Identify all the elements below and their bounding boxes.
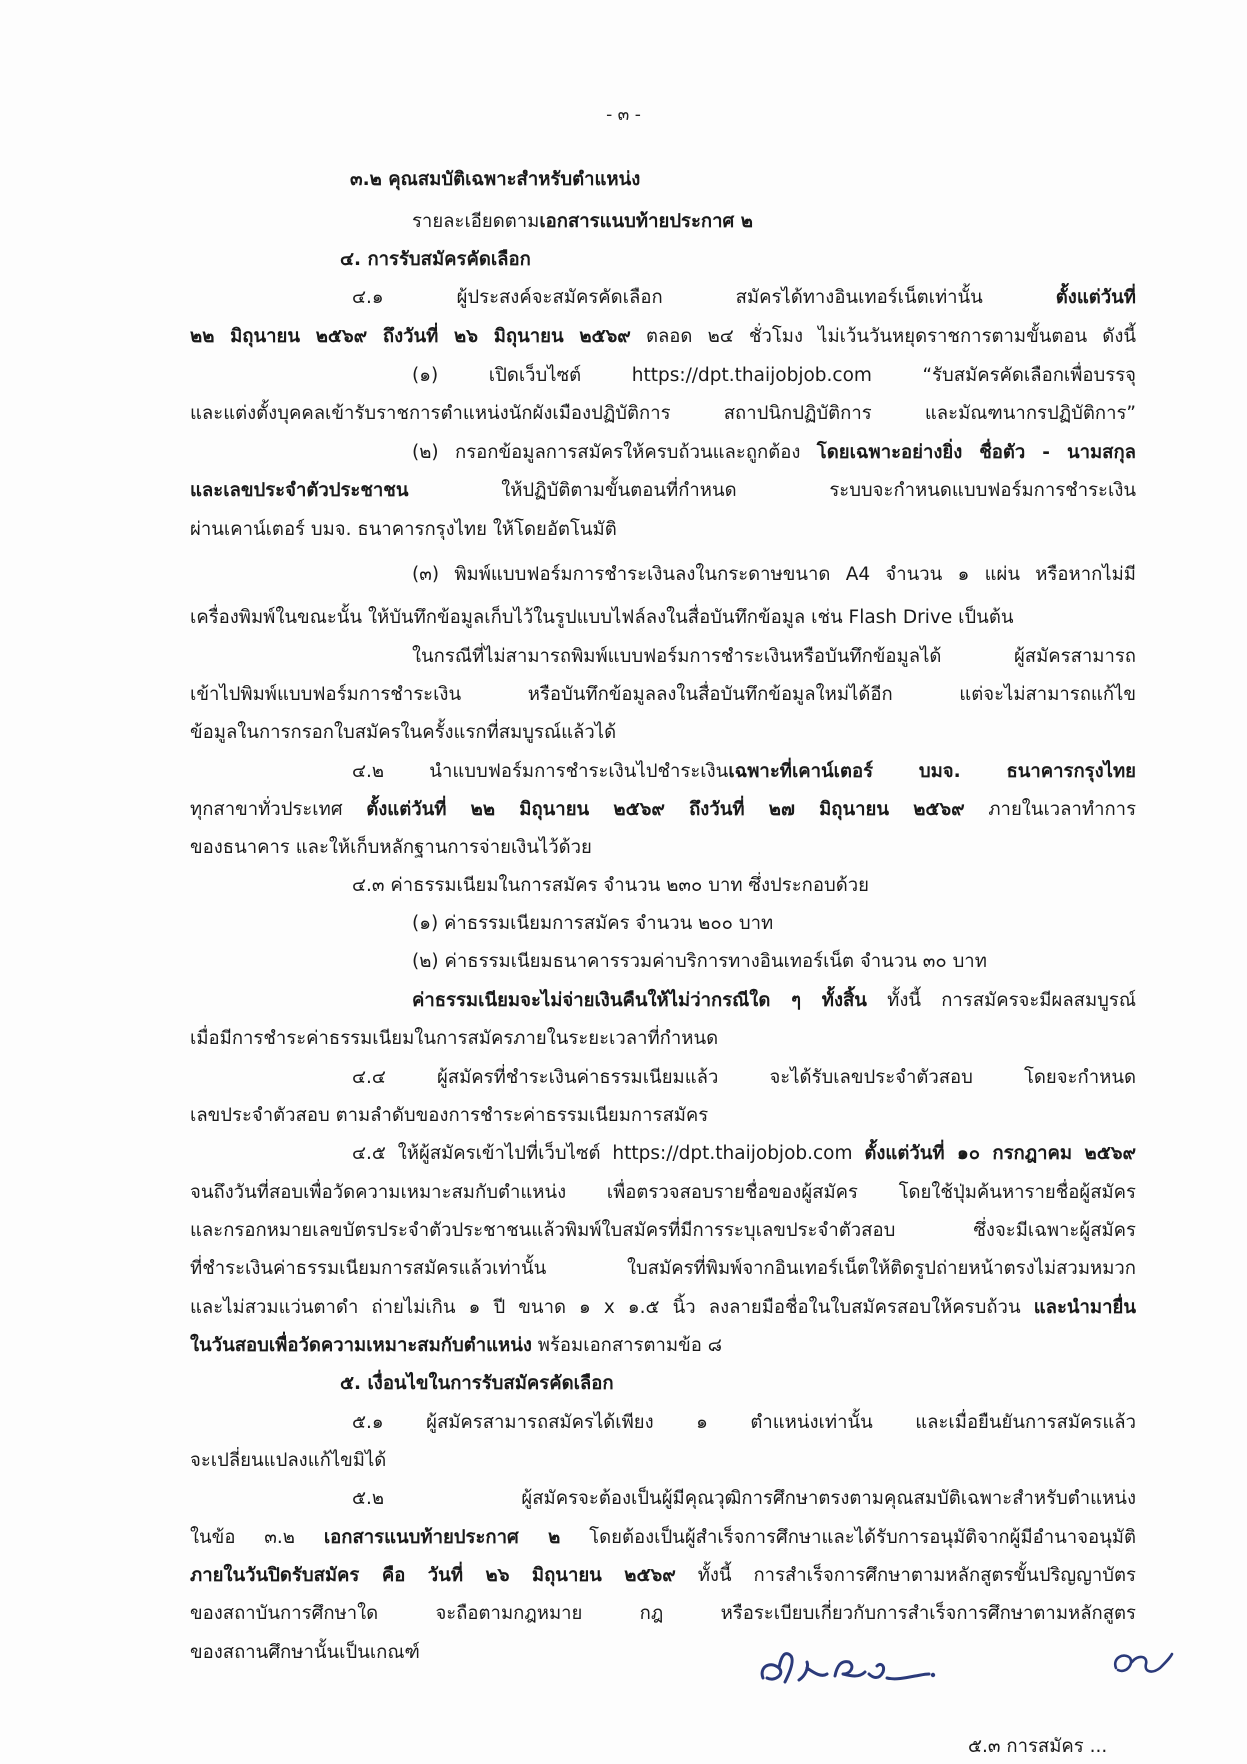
text-line-l39: [190, 1641, 530, 1665]
text-line-l14: [190, 683, 1136, 707]
text-segment: ๔.๑ ผู้ประสงค์จะสมัครคัดเลือก สมัครได้ทางอินเทอร์เน็ตเท่านั้น: [352, 287, 1056, 308]
bold-text-segment: ตั้งแต่วันที่ ๒๒ มิถุนายน ๒๕๖๙ ถึงวันที่ ๒๗ มิถุนายน ๒๕๖๙: [366, 799, 965, 820]
text-segment: ทั้งนี้ การสำเร็จการศึกษาตามหลักสูตรขั้นปริญญาบัตร: [675, 1565, 1136, 1586]
bold-text-segment: ภายในวันปิดรับสมัคร คือ วันที่ ๒๖ มิถุนายน ๒๕๖๙: [190, 1565, 676, 1586]
text-segment: เลขประจำตัวสอบ ตามลำดับของการชำระค่าธรรมเนียมการสมัคร: [190, 1105, 709, 1126]
text-segment: เมื่อมีการชำระค่าธรรมเนียมในการสมัครภายในระยะเวลาที่กำหนด: [190, 1028, 719, 1049]
text-line-l32: [340, 1372, 760, 1396]
text-segment: ๔.๔ ผู้สมัครที่ชำระเงินค่าธรรมเนียมแล้ว จะได้รับเลขประจำตัวสอบ โดยจะกำหนด: [352, 1067, 1136, 1088]
text-line-l01: [350, 168, 770, 192]
text-line-l29: [190, 1257, 1136, 1281]
bold-text-segment: เอกสารแนบท้ายประกาศ ๒: [323, 1527, 561, 1548]
text-segment: ๕.๒ ผู้สมัครจะต้องเป็นผู้มีคุณวุฒิการศึกษาตรงตามคุณสมบัติเฉพาะสำหรับตำแหน่ง: [352, 1488, 1136, 1509]
text-line-l18: [190, 836, 710, 860]
text-segment: และกรอกหมายเลขบัตรประจำตัวประชาชนแล้วพิมพ์ใบสมัครที่มีการระบุเลขประจำตัวสอบ ซึ่งจะมีเฉพาะผู้สมัคร: [190, 1220, 1136, 1241]
text-line-l28: [190, 1219, 1136, 1243]
text-line-l23: [190, 1027, 810, 1051]
text-segment: ทุกสาขาทั่วประเทศ: [190, 799, 367, 820]
text-line-l21: [412, 950, 1032, 974]
text-segment: ในกรณีที่ไม่สามารถพิมพ์แบบฟอร์มการชำระเงินหรือบันทึกข้อมูลได้ ผู้สมัครสามารถ: [412, 646, 1136, 667]
text-segment: ผ่านเคาน์เตอร์ บมจ. ธนาคารกรุงไทย ให้โดยอัตโนมัติ: [190, 519, 617, 540]
text-line-l06: [412, 364, 1136, 388]
text-line-l16: [352, 760, 1136, 784]
text-segment: ทั้งนี้ การสมัครจะมีผลสมบูรณ์: [866, 990, 1136, 1011]
text-line-l12: [190, 606, 1070, 630]
text-segment: ภายในเวลาทำการ: [964, 799, 1137, 820]
text-line-l02: [412, 210, 912, 234]
text-line-l19: [352, 874, 952, 898]
continuation-note: ๕.๓ การสมัคร ...: [968, 1736, 1108, 1757]
text-segment: และไม่สวมแว่นตาดำ ถ่ายไม่เกิน ๑ ปี ขนาด ๑ x ๑.๕ นิ้ว ลงลายมือชื่อในใบสมัครสอบให้ครบถ้วน: [190, 1297, 1034, 1318]
text-segment: (๑) ค่าธรรมเนียมการสมัคร จำนวน ๒๐๐ บาท: [412, 913, 774, 934]
text-line-l03: [340, 248, 740, 272]
text-segment: ๕.๑ ผู้สมัครสามารถสมัครได้เพียง ๑ ตำแหน่งเท่านั้น และเมื่อยืนยันการสมัครแล้ว: [352, 1412, 1136, 1433]
bold-text-segment: เฉพาะที่เคาน์เตอร์ บมจ. ธนาคารกรุงไทย: [728, 761, 1136, 782]
text-segment: ของธนาคาร และให้เก็บหลักฐานการจ่ายเงินไว้ด้วย: [190, 837, 592, 858]
text-line-l33: [352, 1411, 1136, 1435]
text-segment: เครื่องพิมพ์ในขณะนั้น ให้บันทึกข้อมูลเก็บไว้ในรูปแบบไฟล์ลงในสื่อบันทึกข้อมูล เช่น Flash Drive เป็นต้น: [190, 607, 1014, 628]
bold-text-segment: ตั้งแต่วันที่: [1055, 287, 1136, 308]
text-line-l09: [190, 479, 1136, 503]
text-line-l25: [190, 1104, 810, 1128]
text-line-l24: [352, 1066, 1136, 1090]
bold-text-segment: ๓.๒ คุณสมบัติเฉพาะสำหรับตำแหน่ง: [350, 169, 641, 190]
text-line-l07: [190, 402, 1136, 426]
text-segment: ๔.๕ ให้ผู้สมัครเข้าไปที่เว็บไซต์ https://dpt.thaijobjob.com: [352, 1143, 865, 1164]
text-segment: (๑) เปิดเว็บไซต์ https://dpt.thaijobjob.com “รับสมัครคัดเลือกเพื่อบรรจุ: [412, 365, 1136, 386]
bold-text-segment: ๔. การรับสมัครคัดเลือก: [340, 249, 531, 270]
text-segment: จนถึงวันที่สอบเพื่อวัดความเหมาะสมกับตำแหน่ง เพื่อตรวจสอบรายชื่อของผู้สมัคร โดยใช้ปุ่มค้นหารายชื่อผู้สมัคร: [190, 1182, 1136, 1203]
text-line-l26: [352, 1142, 1136, 1166]
text-segment: พร้อมเอกสารตามข้อ ๘: [531, 1335, 722, 1356]
text-segment: รายละเอียดตาม: [412, 211, 540, 232]
bold-text-segment: ตั้งแต่วันที่ ๑๐ กรกฎาคม ๒๕๖๙: [864, 1143, 1136, 1164]
bold-text-segment: และนำมายื่น: [1033, 1297, 1136, 1318]
bold-text-segment: ในวันสอบเพื่อวัดความเหมาะสมกับตำแหน่ง: [190, 1335, 532, 1356]
text-segment: (๒) ค่าธรรมเนียมธนาคารรวมค่าบริการทางอินเทอร์เน็ต จำนวน ๓๐ บาท: [412, 951, 987, 972]
handwritten-signature-main: [755, 1638, 955, 1698]
text-line-l36: [190, 1526, 1136, 1550]
text-segment: โดยต้องเป็นผู้สำเร็จการศึกษาและได้รับการอนุมัติจากผู้มีอำนาจอนุมัติ: [560, 1527, 1136, 1548]
text-segment: ให้ปฏิบัติตามขั้นตอนที่กำหนด ระบบจะกำหนดแบบฟอร์มการชำระเงิน: [408, 480, 1136, 501]
bold-text-segment: ๕. เงื่อนไขในการรับสมัครคัดเลือก: [340, 1373, 614, 1394]
bold-text-segment: โดยเฉพาะอย่างยิ่ง ชื่อตัว - นามสกุล: [816, 442, 1136, 463]
text-line-l38: [190, 1602, 1136, 1626]
text-segment: ที่ชำระเงินค่าธรรมเนียมการสมัครแล้วเท่านั้น ใบสมัครที่พิมพ์จากอินเทอร์เน็ตให้ติดรูปถ่ายหน้าตรงไม่สวมหมวก: [190, 1258, 1136, 1279]
text-line-l04: [352, 286, 1136, 310]
text-line-l37: [190, 1564, 1136, 1588]
text-line-l35: [352, 1487, 1136, 1511]
text-segment: (๓) พิมพ์แบบฟอร์มการชำระเงินลงในกระดาษขนาด A4 จำนวน ๑ แผ่น หรือหากไม่มี: [412, 564, 1136, 585]
text-line-l11: [412, 563, 1136, 587]
text-segment: ข้อมูลในการกรอกใบสมัครในครั้งแรกที่สมบูรณ์แล้วได้: [190, 722, 617, 743]
text-segment: ๔.๓ ค่าธรรมเนียมในการสมัคร จำนวน ๒๓๐ บาท ซึ่งประกอบด้วย: [352, 875, 869, 896]
text-segment: (๒) กรอกข้อมูลการสมัครให้ครบถ้วนและถูกต้อง: [412, 442, 817, 463]
text-segment: ตลอด ๒๔ ชั่วโมง ไม่เว้นวันหยุดราชการตามขั้นตอน ดังนี้: [630, 326, 1136, 347]
text-segment: ของสถานศึกษานั้นเป็นเกณฑ์: [190, 1642, 420, 1663]
bold-text-segment: ๒๒ มิถุนายน ๒๕๖๙ ถึงวันที่ ๒๖ มิถุนายน ๒๕๖๙: [190, 326, 631, 347]
page-number: - ๓ -: [606, 105, 641, 125]
text-segment: ๔.๒ นำแบบฟอร์มการชำระเงินไปชำระเงิน: [352, 761, 729, 782]
text-line-l34: [190, 1449, 490, 1473]
handwritten-initials: [1108, 1644, 1178, 1684]
text-line-l17: [190, 798, 1136, 822]
text-line-l15: [190, 721, 710, 745]
text-line-l30: [190, 1296, 1136, 1320]
text-line-l27: [190, 1181, 1136, 1205]
bold-text-segment: เอกสารแนบท้ายประกาศ ๒: [539, 211, 753, 232]
text-segment: ในข้อ ๓.๒: [190, 1527, 324, 1548]
text-line-l31: [190, 1334, 890, 1358]
text-line-l20: [412, 912, 912, 936]
text-segment: ของสถาบันการศึกษาใด จะถือตามกฎหมาย กฎ หรือระเบียบเกี่ยวกับการสำเร็จการศึกษาตามหลักสูตร: [190, 1603, 1136, 1624]
text-line-l22: [412, 989, 1136, 1013]
text-line-l08: [412, 441, 1136, 465]
text-line-l10: [190, 518, 710, 542]
text-segment: และแต่งตั้งบุคคลเข้ารับราชการตำแหน่งนักผังเมืองปฏิบัติการ สถาปนิกปฏิบัติการ และมัณฑนากรปฏิบัติการ”: [190, 403, 1136, 424]
text-segment: เข้าไปพิมพ์แบบฟอร์มการชำระเงิน หรือบันทึกข้อมูลลงในสื่อบันทึกข้อมูลใหม่ได้อีก แต่จะไม่สามารถแก้ไข: [190, 684, 1136, 705]
text-segment: จะเปลี่ยนแปลงแก้ไขมิได้: [190, 1450, 387, 1471]
text-line-l05: [190, 325, 1136, 349]
bold-text-segment: และเลขประจำตัวประชาชน: [190, 480, 409, 501]
text-line-l13: [412, 645, 1136, 669]
bold-text-segment: ค่าธรรมเนียมจะไม่จ่ายเงินคืนให้ไม่ว่ากรณีใด ๆ ทั้งสิ้น: [412, 990, 867, 1011]
